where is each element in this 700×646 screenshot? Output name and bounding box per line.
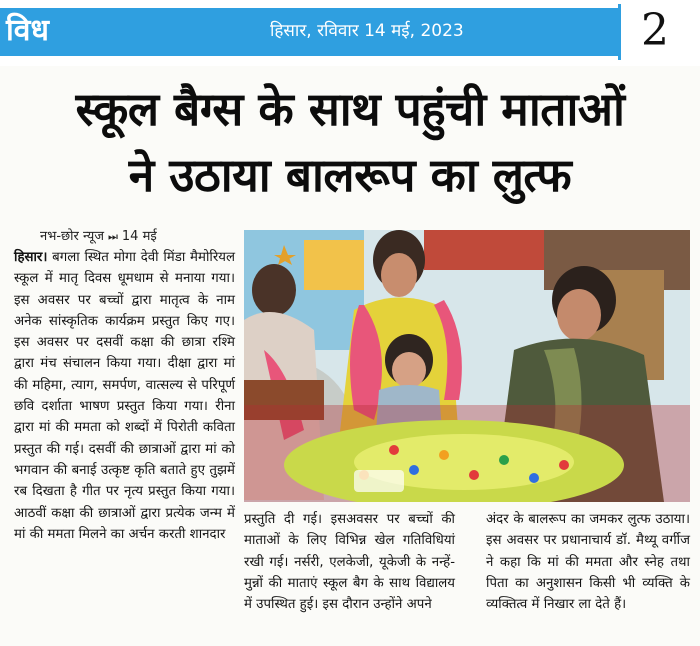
byline-date: 14 मई <box>121 229 157 244</box>
article-column-1-text: बगला स्थित मोगा देवी मिंडा मैमोरियल स्कूल में मातृ दिवस धूमधाम से मनाया गया। इस अवसर पर बच्चों द्वारा मातृत्व के नाम अनेक सांस्कृतिक कार्यक्रम प्रस्तुत किए गए। इस अवसर पर दसवीं कक्षा की छात्रा रश्मि द्वारा मंच संचालन किया गया। दीक्षा द्वारा मां की महिमा, त्याग, समर्पण, वात्सल्य से परिपूर्ण छवि दर्शाता भाषण प्रस्तुत किया गया। रीना द्वारा मां की ममता को शब्दों में पिरोती कविता प्रस्तुत की गई। दसवीं की छात्राओं द्वारा मां को भगवान की बनाई उत्कृष्ट कृति बताते हुए तुझमें रब दिखता है गीत पर नृत्य प्रस्तुत किया गया। आठवीं कक्षा की छात्राओं द्वारा प्रत्येक जन्म में मां की ममता मिलने का अर्चन करती शानदार <box>14 250 235 542</box>
masthead <box>0 0 700 66</box>
article-column-3: अंदर के बालरूप का जमकर लुत्फ उठाया। इस अवसर पर प्रधानाचार्य डॉ. मैथ्यू वर्गीज ने कहा कि मां की ममता और स्नेह तथा पिता का अनुशासन किसी भी व्यक्ति के व्यक्तित्व में निखार ला देते हैं। <box>486 512 690 613</box>
edition-dateline: हिसार, रविवार 14 मई, 2023 <box>270 21 464 41</box>
headline-line-2: ने उठाया बालरूप का लुत्फ <box>128 148 572 202</box>
event-photo <box>244 230 690 502</box>
section-title: विध <box>6 13 49 48</box>
article-column-1 <box>14 247 235 545</box>
event-photo-illustration <box>244 230 690 502</box>
page-number: 2 <box>641 5 669 56</box>
byline-source: नभ-छोर न्यूज <box>40 229 104 244</box>
headline <box>12 76 688 208</box>
article-column-2: प्रस्तुति दी गई। इसअवसर पर बच्चों की माताओं के लिए विभिन्न खेल गतिविधियां रखी गई। नर्सरी, एलकेजी, यूकेजी के नन्हें-मुन्नों की माताएं स्कूल बैग के साथ विद्यालय में उपस्थित हुई। इस दौरान उन्होंने अपने <box>244 512 455 613</box>
fast-forward-icon: ⏭ <box>108 230 118 243</box>
article-dateline-city: हिसार। <box>14 250 48 265</box>
page-number-box <box>618 4 700 60</box>
headline-line-1: स्कूल बैग्स के साथ पहुंची माताओं <box>75 82 625 136</box>
byline <box>40 228 157 246</box>
